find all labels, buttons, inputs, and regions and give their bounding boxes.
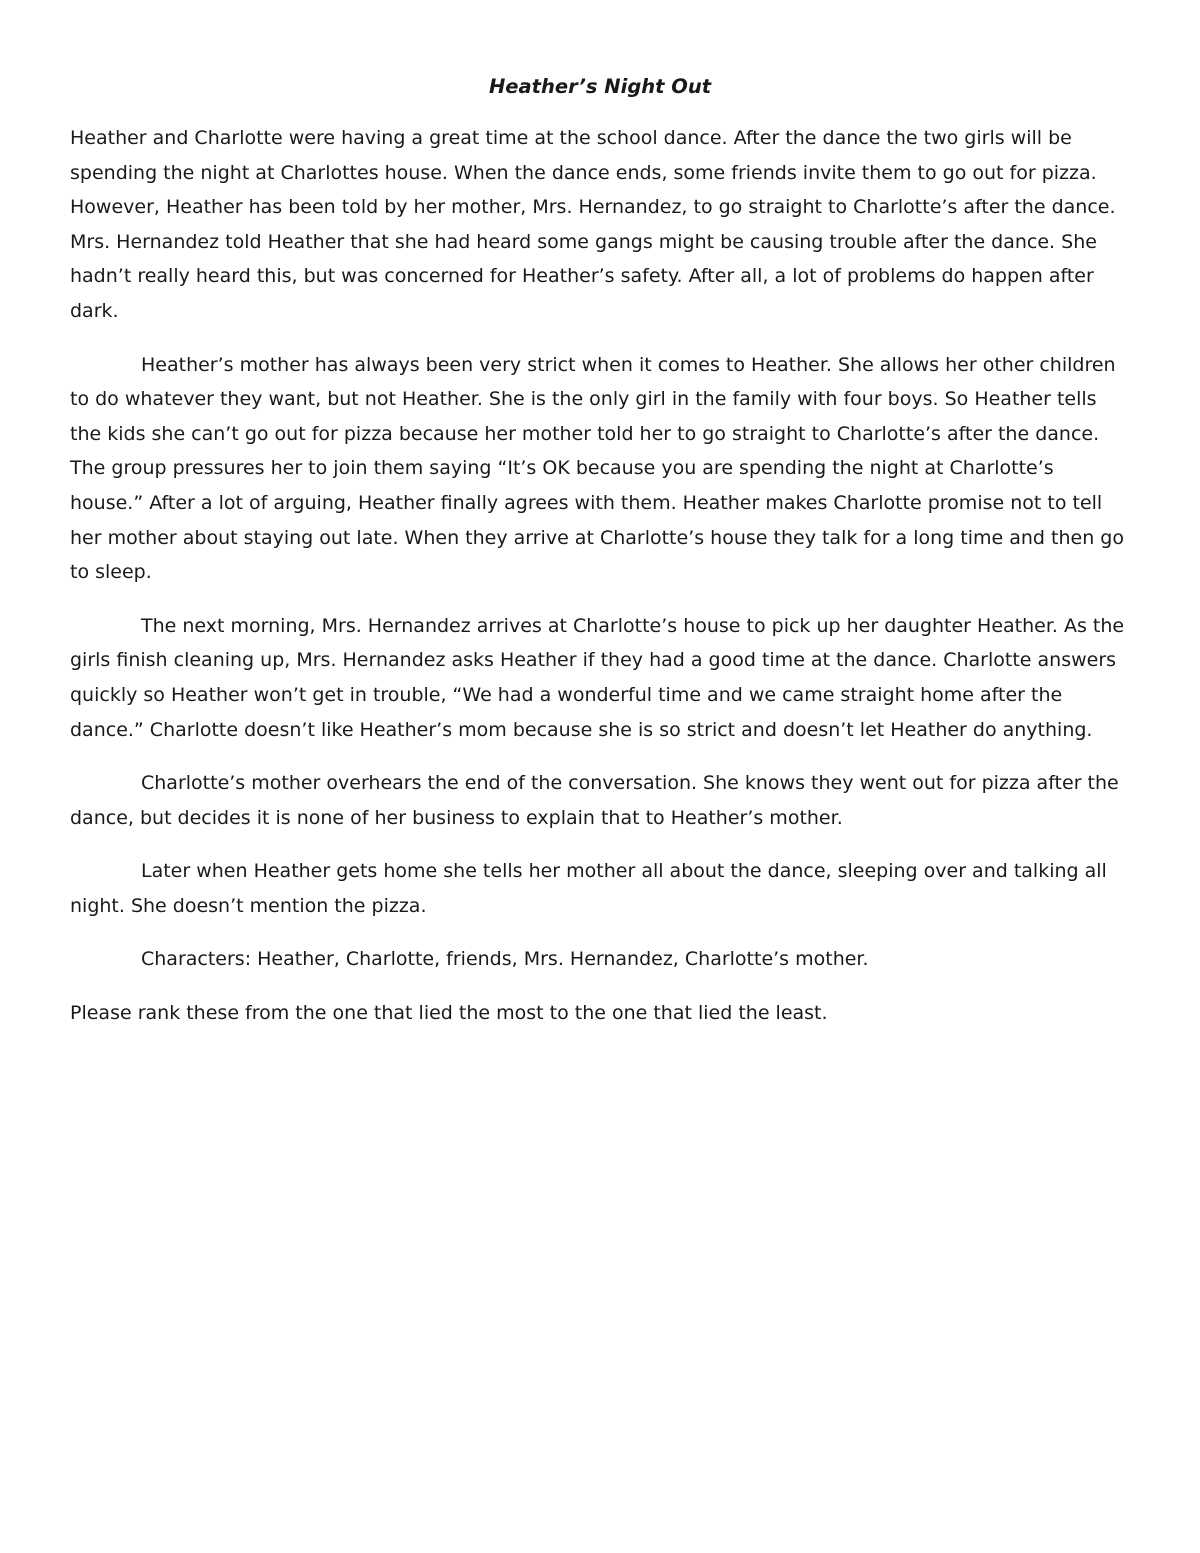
paragraph-intro: Heather and Charlotte were having a great time at the school dance. After the dance the two girls will be spending the night at Charlottes house. When the dance ends, some friends invite them to go out for pizza. However, Heather has been told by her mother, Mrs. Hernandez, to go straight to Charlotte’s after the dance. Mrs. Hernandez told Heather that she had heard some gangs might be causing trouble after the dance. She hadn’t really heard this, but was concerned for Heather’s safety. After all, a lot of problems do happen after dark. bbox=[70, 127, 1116, 322]
paragraph-instructions: Please rank these from the one that lied the most to the one that lied the least. bbox=[70, 1002, 828, 1025]
paragraph-later: Later when Heather gets home she tells her mother all about the dance, sleeping over and talking all night. She doesn’t mention the pizza. bbox=[70, 860, 1107, 917]
paragraph-strict-mother: Heather’s mother has always been very strict when it comes to Heather. She allows her other children to do whatever they want, but not Heather. She is the only girl in the family with four boys. So Heather tells the kids she can’t go out for pizza because her mother told her to go straight to Charlotte’s after the dance. The group pressures her to join them saying “It’s OK because you are spending the night at Charlotte’s house.” After a lot of arguing, Heather finally agrees with them. Heather makes Charlotte promise not to tell her mother about staying out late. When they arrive at Charlotte’s house they talk for a long time and then go to sleep. bbox=[70, 353, 1124, 584]
paragraph-characters: Characters: Heather, Charlotte, friends, Mrs. Hernandez, Charlotte’s mother. bbox=[141, 948, 869, 971]
paragraph-next-morning: The next morning, Mrs. Hernandez arrives at Charlotte’s house to pick up her daughter Heather. As the girls finish cleaning up, Mrs. Hernandez asks Heather if they had a good time at the dance. Charlotte answers quickly so Heather won’t get in trouble, “We had a wonderful time and we came straight home after the dance.” Charlotte doesn’t like Heather’s mom because she is so strict and doesn’t let Heather do anything. bbox=[70, 614, 1125, 741]
document-title: Heather’s Night Out bbox=[488, 75, 712, 98]
paragraph-charlottes-mother: Charlotte’s mother overhears the end of the conversation. She knows they went out for pizza after the dance, but decides it is none of her business to explain that to Heather’s mother. bbox=[70, 772, 1119, 829]
document-body bbox=[70, 70, 1130, 1050]
